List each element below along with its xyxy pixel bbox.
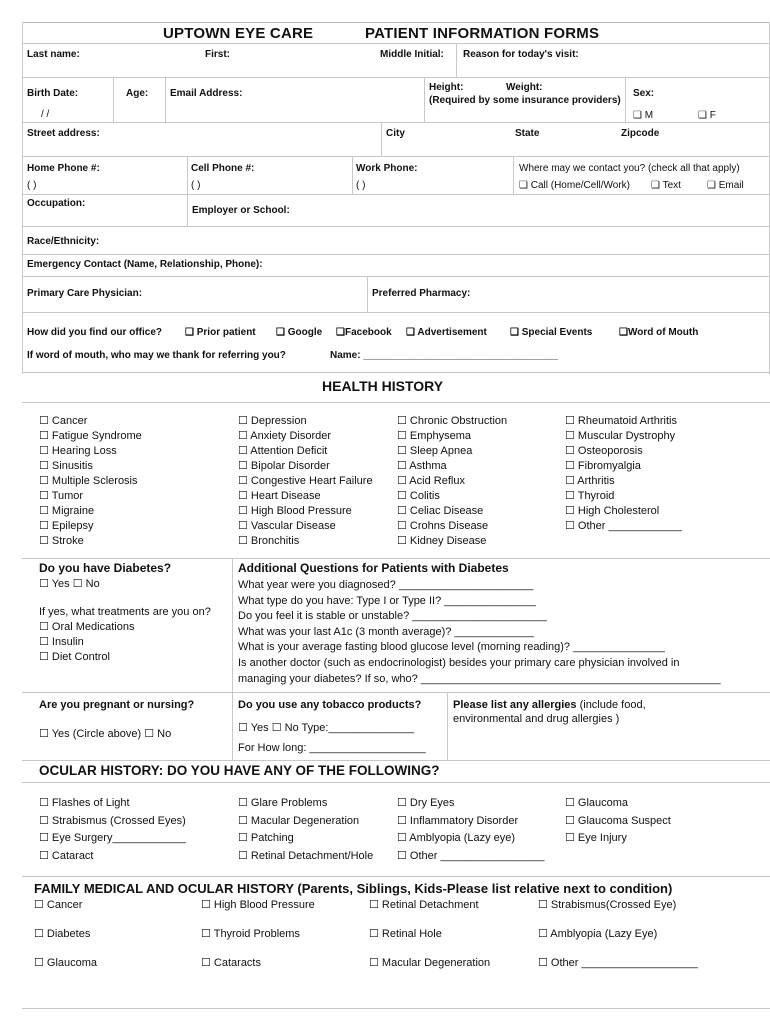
health-item[interactable]: ☐ Chronic Obstruction [397,415,508,427]
state-label: State [515,128,540,139]
cell-phone-parens: ( ) [191,180,201,191]
diabetes-question-line: Is another doctor (such as endocrinologist) besides your primary care physician involved in [238,656,680,669]
family-item[interactable]: ☐ Retinal Detachment [369,899,479,911]
health-item[interactable]: ☐ High Cholesterol [565,505,660,517]
ocular-item[interactable]: ☐ Other _________________ [397,849,545,862]
sex-m-checkbox[interactable]: ❏ M [633,110,654,121]
referral-name-field[interactable]: Name: ___________________________________ [330,350,558,361]
last-name-label: Last name: [27,49,80,60]
ocular-item[interactable]: ☐ Retinal Detachment/Hole [238,849,374,862]
allergies-note-2: environmental and drug allergies ) [453,713,620,725]
health-item[interactable]: ☐ Osteoporosis [565,445,643,457]
pregnant-question: Are you pregnant or nursing? [39,699,195,711]
diabetes-treatments [39,605,211,665]
health-item[interactable]: ☐ Acid Reflux [397,475,465,487]
practice-name: UPTOWN EYE CARE [163,25,314,42]
health-item[interactable]: ☐ Asthma [397,460,447,472]
family-item[interactable]: ☐ Glaucoma [34,957,98,969]
family-item[interactable]: ☐ Thyroid Problems [201,928,300,940]
contact-text-checkbox[interactable]: ❏ Text [651,180,681,191]
first-name-label: First: [205,49,230,60]
ocular-item[interactable]: ☐ Amblyopia (Lazy eye) [397,832,516,844]
ocular-item[interactable]: ☐ Glare Problems [238,797,328,809]
reason-label: Reason for today's visit: [463,49,579,60]
health-item[interactable]: ☐ Bronchitis [238,535,300,547]
find-events-checkbox[interactable]: ❏ Special Events [510,327,593,338]
health-item[interactable]: ☐ Rheumatoid Arthritis [565,415,677,427]
allergies-bold: Please list any allergies [453,699,577,711]
family-history-title: FAMILY MEDICAL AND OCULAR HISTORY (Parents, Siblings, Kids-Please list relative next to condition) [34,881,673,896]
birth-date-slashes: / / [41,109,50,120]
health-item[interactable]: ☐ Epilepsy [39,520,94,532]
ocular-item[interactable]: ☐ Eye Surgery____________ [39,832,186,844]
health-item[interactable]: ☐ Other ____________ [565,520,682,532]
ocular-item[interactable]: ☐ Flashes of Light [39,797,130,809]
home-phone-label: Home Phone #: [27,163,100,174]
diabetes-questions [238,578,721,687]
treatment-item[interactable]: ☐ Oral Medications [39,621,135,633]
allergies-prompt [453,699,646,711]
ocular-item[interactable]: ☐ Patching [238,832,294,844]
ocular-col-1 [39,795,186,865]
ocular-item[interactable]: ☐ Strabismus (Crossed Eyes) [39,814,186,827]
family-item[interactable]: ☐ Amblyopia (Lazy Eye) [538,928,658,940]
family-item[interactable]: ☐ Other ___________________ [538,957,698,969]
referral-question: If word of mouth, who may we thank for referring you? [27,350,286,361]
health-col-2 [238,414,373,549]
diabetes-question-line[interactable]: What year were you diagnosed? ______________________ [238,579,534,591]
weight-label: Weight: [506,82,543,93]
family-item[interactable]: ☐ High Blood Pressure [201,899,315,911]
health-item[interactable]: ☐ Anxiety Disorder [238,430,332,442]
treatment-item[interactable]: ☐ Diet Control [39,651,110,663]
pregnant-options[interactable]: ☐ Yes (Circle above) ☐ No [39,728,172,740]
health-item[interactable]: ☐ Cancer [39,415,88,427]
email-label: Email Address: [170,88,243,99]
pharmacy-label: Preferred Pharmacy: [372,288,471,299]
health-item[interactable]: ☐ Vascular Disease [238,520,336,532]
diabetes-additional-title: Additional Questions for Patients with Diabetes [238,561,509,575]
diabetes-question: Do you have Diabetes? [39,561,172,575]
family-item[interactable]: ☐ Macular Degeneration [369,957,491,969]
contact-question: Where may we contact you? (check all that apply) [519,163,740,174]
height-weight-note: (Required by some insurance providers) [429,95,621,106]
race-label: Race/Ethnicity: [27,236,100,247]
diabetes-question-line[interactable]: What type do you have: Type I or Type II? _______________ [238,594,537,607]
allergies-note-1: (include food, [576,699,646,711]
health-item[interactable]: ☐ Migraine [39,505,95,517]
work-phone-parens: ( ) [356,180,366,191]
health-item[interactable]: ☐ Depression [238,415,307,427]
ocular-item[interactable]: ☐ Dry Eyes [397,797,455,809]
ocular-col-4 [565,795,671,848]
health-item[interactable]: ☐ Kidney Disease [397,535,487,547]
diabetes-question-line[interactable]: What was your last A1c (3 month average)? _____________ [238,625,534,638]
health-col-3 [397,414,507,549]
contact-email-checkbox[interactable]: ❏ Email [707,180,744,191]
family-item[interactable]: ☐ Cataracts [201,957,261,969]
diabetes-question-line[interactable]: Do you feel it is stable or unstable? ______________________ [238,610,547,623]
health-item[interactable]: ☐ Muscular Dystrophy [565,430,676,442]
health-item[interactable]: ☐ Attention Deficit [238,445,328,457]
find-facebook-checkbox[interactable]: ❏Facebook [336,327,392,338]
cell-phone-label: Cell Phone #: [191,163,255,174]
birth-date-label: Birth Date: [27,88,79,99]
middle-initial-label: Middle Initial: [380,49,444,60]
street-label: Street address: [27,128,100,139]
health-item[interactable]: ☐ Congestive Heart Failure [238,475,373,487]
health-history-title: HEALTH HISTORY [322,378,444,394]
find-prior-checkbox[interactable]: ❏ Prior patient [185,327,256,338]
find-word-of-mouth-checkbox[interactable]: ❏Word of Mouth [619,327,699,338]
diabetes-yes-no[interactable]: ☐ Yes ☐ No [39,578,100,590]
health-item[interactable]: ☐ Emphysema [397,430,472,442]
emergency-contact-label: Emergency Contact (Name, Relationship, Phone): [27,259,263,270]
diabetes-question-line[interactable]: What is your average fasting blood glucose level (morning reading)? _______________ [238,641,665,654]
work-phone-label: Work Phone: [356,163,418,174]
ocular-item[interactable]: ☐ Inflammatory Disorder [397,814,519,827]
contact-call-checkbox[interactable]: ❏ Call (Home/Cell/Work) [519,180,631,191]
ocular-item[interactable]: ☐ Macular Degeneration [238,814,360,827]
ocular-item[interactable]: ☐ Eye Injury [565,832,627,844]
zipcode-label: Zipcode [621,128,660,139]
health-item[interactable]: ☐ Celiac Disease [397,505,484,517]
sex-f-checkbox[interactable]: ❏ F [698,110,716,121]
family-item[interactable]: ☐ Cancer [34,899,83,911]
height-label: Height: [429,82,464,93]
family-item[interactable]: ☐ Strabismus(Crossed Eye) [538,899,677,911]
diabetes-question-line[interactable]: managing your diabetes? If so, who? _________________________________________________ [238,672,721,685]
ocular-col-2 [238,795,373,865]
health-item[interactable]: ☐ Fatigue Syndrome [39,430,142,442]
tobacco-question: Do you use any tobacco products? [238,699,422,711]
family-item[interactable]: ☐ Retinal Hole [369,928,442,940]
health-item[interactable]: ☐ Stroke [39,535,84,547]
occupation-label: Occupation: [27,198,86,209]
health-item[interactable]: ☐ Sinusitis [39,460,93,472]
health-item[interactable]: ☐ Thyroid [565,490,615,502]
ocular-item[interactable]: ☐ Glaucoma Suspect [565,814,671,827]
sex-label: Sex: [633,88,655,99]
health-col-4 [565,414,682,534]
age-label: Age: [126,88,149,99]
tobacco-duration[interactable]: For How long: ___________________ [238,742,426,754]
form-title: PATIENT INFORMATION FORMS [365,25,600,42]
health-item[interactable]: ☐ Crohns Disease [397,520,489,532]
ocular-history-title: OCULAR HISTORY: DO YOU HAVE ANY OF THE FOLLOWING? [39,763,440,778]
health-col-1 [39,414,142,549]
find-google-checkbox[interactable]: ❏ Google [276,327,323,338]
health-item[interactable]: ☐ Fibromyalgia [565,460,641,472]
city-label: City [386,128,405,139]
health-item[interactable]: ☐ Multiple Sclerosis [39,475,138,487]
employer-label: Employer or School: [192,205,290,216]
find-office-question: How did you find our office? [27,327,162,338]
pcp-label: Primary Care Physician: [27,288,143,299]
ocular-item[interactable]: ☐ Cataract [39,849,94,862]
tobacco-options[interactable]: ☐ Yes ☐ No Type:______________ [238,722,415,734]
health-item[interactable]: ☐ Tumor [39,490,84,502]
ocular-item[interactable]: ☐ Glaucoma [565,797,629,809]
ocular-col-3 [397,795,545,865]
health-item[interactable]: ☐ High Blood Pressure [238,505,352,517]
find-advertisement-checkbox[interactable]: ❏ Advertisement [406,327,487,338]
family-item[interactable]: ☐ Diabetes [34,928,91,940]
health-item[interactable]: ☐ Heart Disease [238,490,321,502]
home-phone-parens: ( ) [27,180,37,191]
health-item[interactable]: ☐ Arthritis [565,475,615,487]
health-item[interactable]: ☐ Colitis [397,490,440,502]
health-item[interactable]: ☐ Bipolar Disorder [238,460,330,472]
health-item[interactable]: ☐ Hearing Loss [39,445,117,457]
treatment-question: If yes, what treatments are you on? [39,606,211,618]
treatment-item[interactable]: ☐ Insulin [39,636,84,648]
health-item[interactable]: ☐ Sleep Apnea [397,445,473,457]
